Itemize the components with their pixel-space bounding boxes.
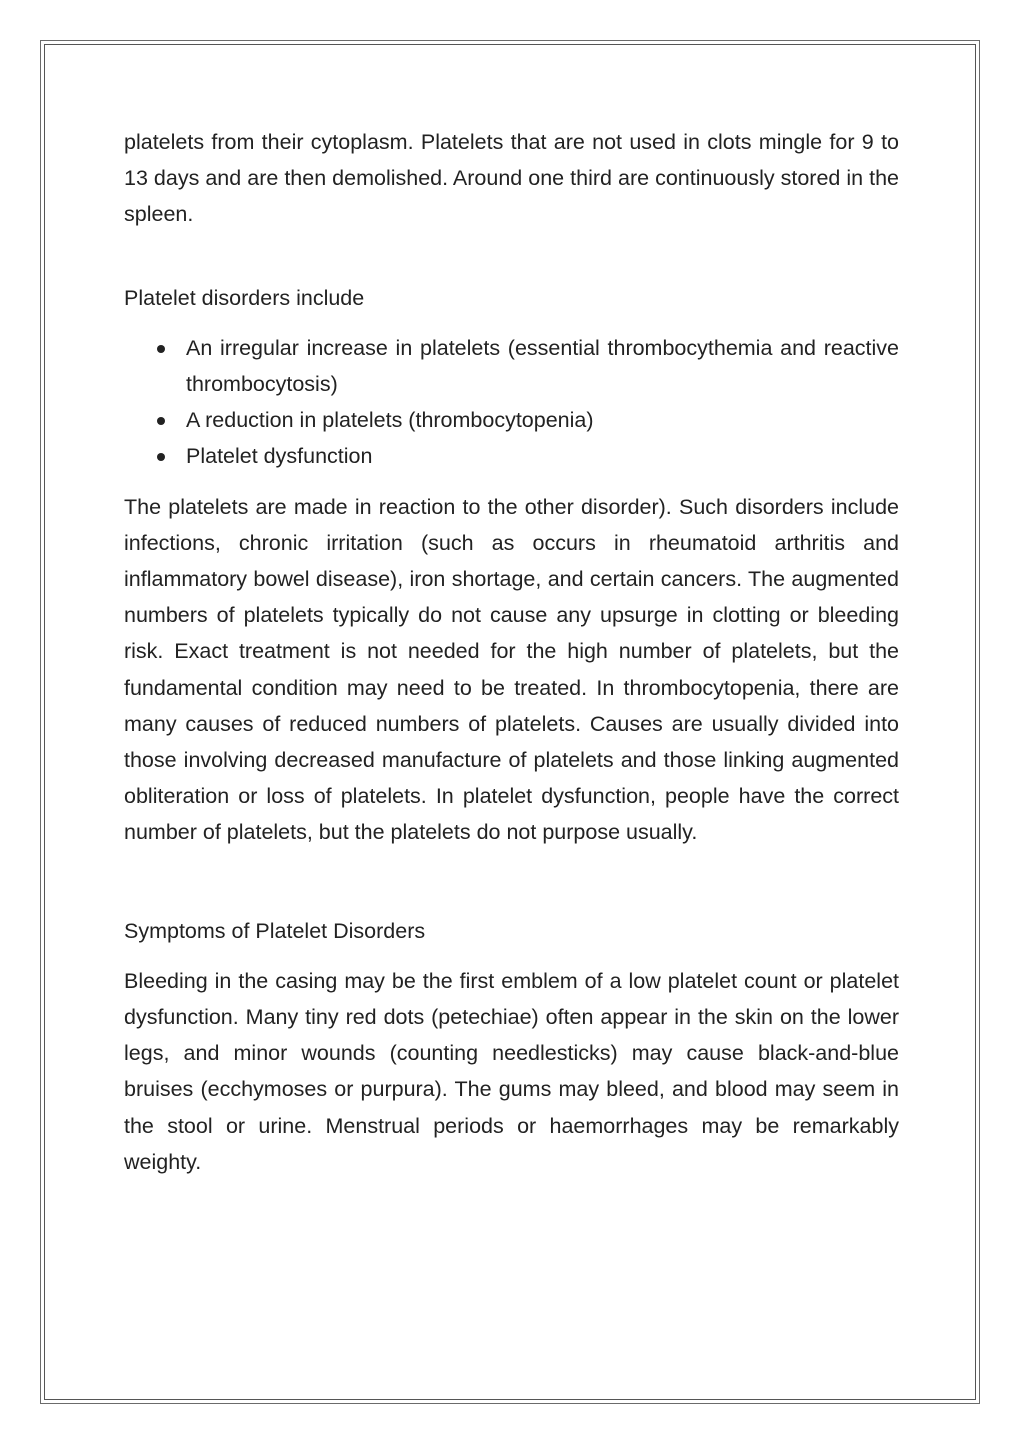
disorders-list <box>124 330 899 475</box>
list-item-text: An irregular increase in platelets (essential thrombocythemia and reactive thrombocytosis) <box>186 335 899 397</box>
intro-paragraph: platelets from their cytoplasm. Platelets that are not used in clots mingle for 9 to 13 days and are then demolished. Around one third are continuously stored in the spleen. <box>124 130 899 227</box>
symptoms-paragraph: Bleeding in the casing may be the first emblem of a low platelet count or platelet dysfunction. Many tiny red dots (petechiae) often appear in the skin on the lower legs, and minor wounds (counting needlesticks) may cause black-and-blue bruises (ecchymoses or purpura). The gums may bleed, and blood may seem in the stool or urine. Menstrual periods or haemorrhages may be remarkably weighty. <box>124 968 899 1174</box>
bullet-icon <box>157 453 165 461</box>
list-item <box>124 438 899 474</box>
list-item-text: Platelet dysfunction <box>186 444 373 469</box>
disorders-heading: Platelet disorders include <box>124 285 365 310</box>
disorders-paragraph: The platelets are made in reaction to the other disorder). Such disorders include infections, chronic irritation (such as occurs in rheumatoid arthritis and inflammatory bowel disease), iron shortage, and certain cancers. The augmented numbers of platelets typically do not cause any upsurge in clotting or bleeding risk. Exact treatment is not needed for the high number of platelets, but the fundamental condition may need to be treated. In thrombocytopenia, there are many causes of reduced numbers of platelets. Causes are usually divided into those involving decreased manufacture of platelets and those linking augmented obliteration or loss of platelets. In platelet dysfunction, people have the correct number of platelets, but the platelets do not purpose usually. <box>124 494 899 845</box>
list-item-text: A reduction in platelets (thrombocytopenia) <box>186 408 594 433</box>
bullet-icon <box>157 345 165 353</box>
document-body <box>124 124 899 1180</box>
bullet-icon <box>157 417 165 425</box>
symptoms-heading: Symptoms of Platelet Disorders <box>124 918 426 943</box>
list-item <box>124 330 899 402</box>
list-item <box>124 402 899 438</box>
